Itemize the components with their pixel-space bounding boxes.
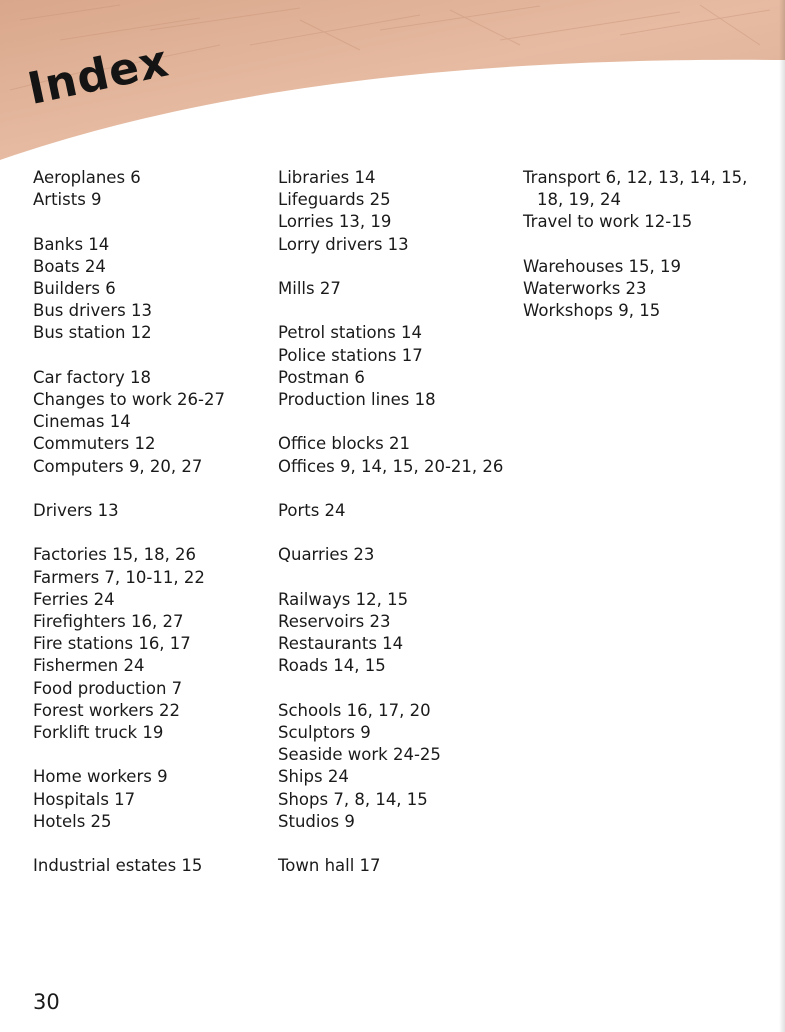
index-entry: Fire stations 16, 17 bbox=[33, 634, 191, 654]
page-edge-shadow bbox=[779, 0, 785, 1032]
index-entry: Travel to work 12-15 bbox=[523, 212, 693, 232]
index-entry: Hospitals 17 bbox=[33, 789, 136, 809]
index-entry: Commuters 12 bbox=[33, 434, 156, 454]
index-entry: Hotels 25 bbox=[33, 811, 112, 831]
index-entry: Lorry drivers 13 bbox=[278, 234, 409, 254]
index-entry: Postman 6 bbox=[278, 367, 365, 387]
index-entry: Aeroplanes 6 bbox=[33, 168, 141, 187]
index-column-3 bbox=[523, 167, 773, 345]
index-entry: Farmers 7, 10-11, 22 bbox=[33, 567, 205, 587]
index-entry: Warehouses 15, 19 bbox=[523, 256, 682, 276]
index-group-p bbox=[278, 322, 518, 411]
index-entry: Fishermen 24 bbox=[33, 656, 145, 676]
index-entry: Schools 16, 17, 20 bbox=[278, 700, 431, 720]
index-entry: Restaurants 14 bbox=[278, 634, 404, 654]
index-group-c bbox=[33, 367, 273, 478]
index-entry: Reservoirs 23 bbox=[278, 611, 391, 631]
index-group-p2 bbox=[278, 500, 518, 522]
index-entry: Lifeguards 25 bbox=[278, 190, 391, 210]
index-entry: Changes to work 26-27 bbox=[33, 390, 225, 409]
index-group-l bbox=[278, 167, 518, 256]
index-entry: Petrol stations 14 bbox=[278, 323, 422, 343]
index-entry: Quarries 23 bbox=[278, 545, 375, 565]
index-entry: Police stations 17 bbox=[278, 345, 423, 365]
index-entry: Artists 9 bbox=[33, 190, 102, 210]
index-entry: Forklift truck 19 bbox=[33, 723, 164, 743]
index-entry: Studios 9 bbox=[278, 811, 355, 831]
index-entry: Workshops 9, 15 bbox=[523, 301, 661, 321]
index-group-m bbox=[278, 278, 518, 300]
index-entry: Town hall 17 bbox=[278, 856, 381, 876]
page-title: Index bbox=[23, 35, 174, 116]
index-entry: Libraries 14 bbox=[278, 168, 376, 187]
index-entry: Firefighters 16, 27 bbox=[33, 612, 184, 631]
index-entry: Lorries 13, 19 bbox=[278, 212, 392, 232]
index-entry: Forest workers 22 bbox=[33, 700, 180, 720]
index-entry: Factories 15, 18, 26 bbox=[33, 545, 197, 565]
index-entry: Office blocks 21 bbox=[278, 434, 411, 454]
index-group-t2 bbox=[523, 167, 773, 234]
index-entry: Drivers 13 bbox=[33, 501, 119, 520]
index-entry: Railways 12, 15 bbox=[278, 589, 409, 609]
index-entry: Computers 9, 20, 27 bbox=[33, 456, 203, 476]
index-entry: Builders 6 bbox=[33, 279, 116, 298]
index-entry: Waterworks 23 bbox=[523, 279, 647, 298]
index-entry: Bus drivers 13 bbox=[33, 301, 152, 321]
index-group-b bbox=[33, 234, 273, 345]
index-entry: Cinemas 14 bbox=[33, 412, 131, 432]
index-entry: Home workers 9 bbox=[33, 767, 168, 787]
index-group-t bbox=[278, 855, 518, 877]
index-group-h bbox=[33, 766, 273, 833]
index-group-f bbox=[33, 544, 273, 744]
index-group-q bbox=[278, 544, 518, 566]
index-group-s bbox=[278, 700, 518, 833]
index-entry: Food production 7 bbox=[33, 678, 183, 698]
index-entry: Bus station 12 bbox=[33, 323, 152, 343]
index-entry: Transport 6, 12, 13, 14, 15, 18, 19, 24 bbox=[523, 168, 748, 210]
index-entry: Banks 14 bbox=[33, 234, 110, 254]
index-entry: Ports 24 bbox=[278, 500, 346, 520]
index-entry: Industrial estates 15 bbox=[33, 856, 203, 876]
index-entry: Boats 24 bbox=[33, 256, 106, 276]
index-entry: Sculptors 9 bbox=[278, 722, 371, 742]
index-entry: Production lines 18 bbox=[278, 390, 436, 409]
index-entry: Roads 14, 15 bbox=[278, 656, 386, 676]
index-column-2 bbox=[278, 167, 518, 900]
page-number: 30 bbox=[33, 990, 60, 1014]
index-group-a bbox=[33, 167, 273, 211]
index-group-r bbox=[278, 589, 518, 678]
index-entry: Car factory 18 bbox=[33, 367, 152, 387]
index-entry: Ships 24 bbox=[278, 767, 349, 787]
index-entry: Mills 27 bbox=[278, 279, 341, 298]
index-column-1 bbox=[33, 167, 273, 900]
index-group-o bbox=[278, 433, 518, 477]
index-entry: Shops 7, 8, 14, 15 bbox=[278, 789, 428, 809]
index-group-w bbox=[523, 256, 773, 323]
index-group-d bbox=[33, 500, 273, 522]
index-entry: Offices 9, 14, 15, 20-21, 26 bbox=[278, 456, 504, 476]
index-entry: Seaside work 24-25 bbox=[278, 745, 441, 765]
index-group-i bbox=[33, 855, 273, 877]
index-entry: Ferries 24 bbox=[33, 589, 115, 609]
